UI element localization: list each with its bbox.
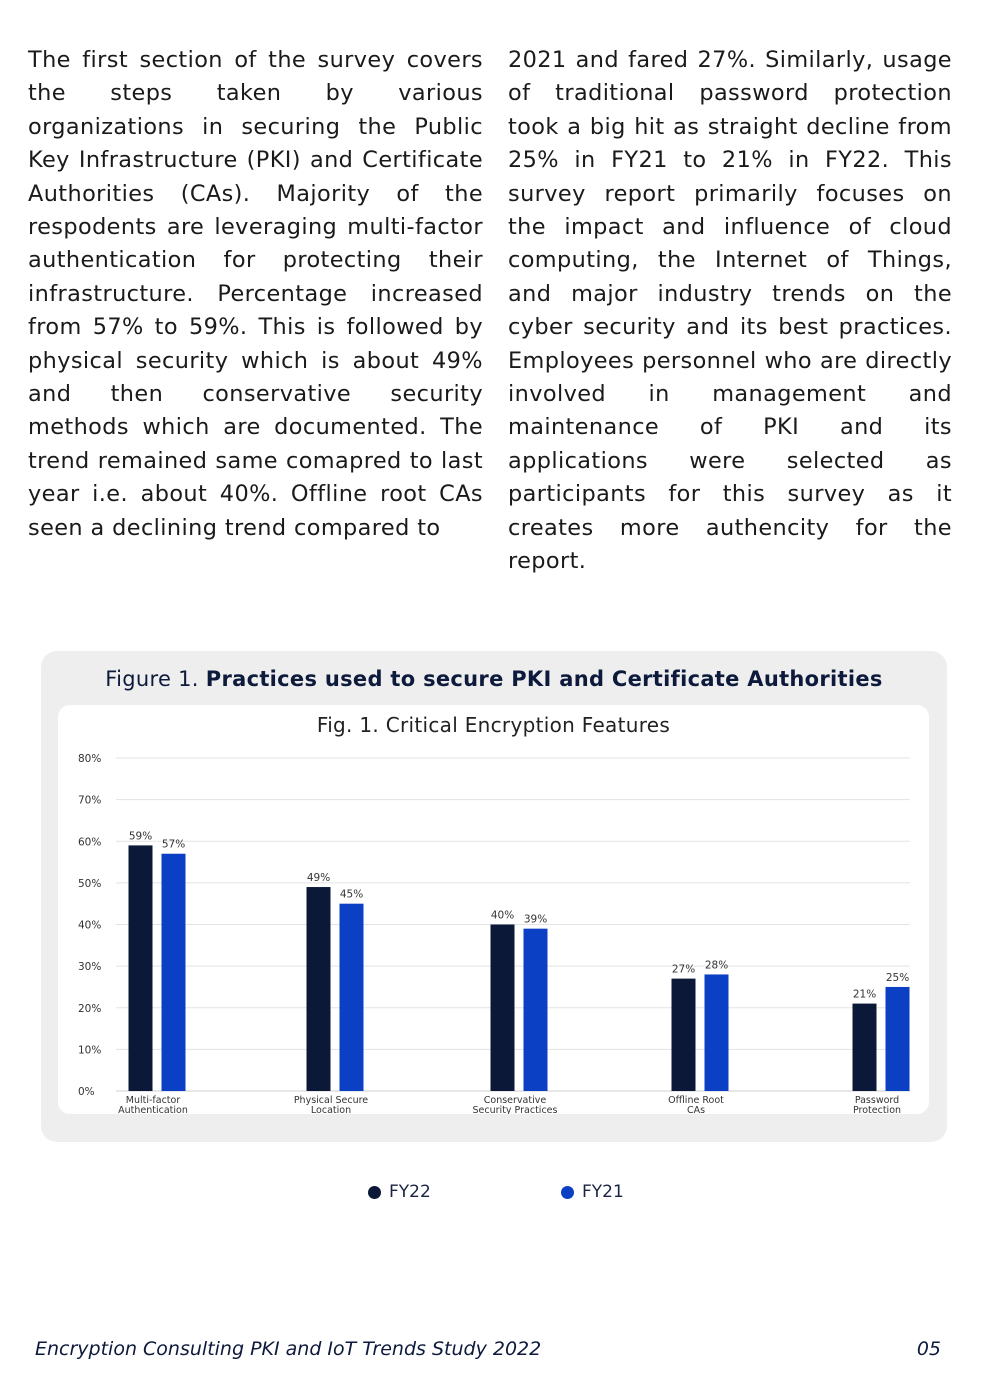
data-label: 49% [306,872,331,885]
bar-fy22 [129,845,153,1091]
footer-title: Encryption Consulting PKI and IoT Trends Study 2022 [35,1338,542,1360]
bar-fy21 [524,929,548,1091]
bar-fy22 [307,887,331,1091]
data-label: 45% [339,888,364,901]
data-label: 21% [852,988,877,1001]
y-tick-label: 20% [78,1002,102,1015]
data-label: 28% [704,959,729,972]
body-text-left: The first section of the survey covers the steps taken by various organizations in securing the Public Key Infrastructure (PKI) and Certificate Authorities (CAs). Majority of the respodents are leveraging multi-factor authentication for protecting their infrastructure. Percentage increased from 57% to 59%. This is followed by physical security which is about 49% and then conservative security methods which are documented. The trend remained same comapred to last year i.e. about 40%. Offline root CAs seen a declining trend compared to [28,47,483,541]
legend-label-fy22: FY22 [389,1182,431,1202]
legend-item-fy22 [368,1182,431,1202]
data-label: 40% [490,909,515,922]
data-label: 57% [161,838,186,851]
legend-label-fy21: FY21 [582,1182,624,1202]
y-tick-label: 40% [78,919,102,932]
bar-fy22 [853,1004,877,1091]
chart-card [58,705,929,1114]
chart-title: Fig. 1. Critical Encryption Features [316,713,671,737]
data-label: 25% [885,971,910,984]
y-tick-label: 30% [78,961,102,974]
y-tick-label: 50% [78,877,102,890]
x-tick-label: CAs [686,1105,706,1114]
x-tick-label: Security Practices [472,1105,558,1114]
figure-title: Practices used to secure PKI and Certificate Authorities [205,667,883,691]
bar-fy21 [705,974,729,1091]
figure-panel [41,651,947,1142]
legend-item-fy21 [561,1182,624,1202]
x-tick-label: Location [310,1105,352,1114]
x-tick-label: Protection [852,1105,902,1114]
chart-legend [0,1182,988,1206]
y-tick-label: 80% [78,753,102,765]
x-tick-label: Password [854,1095,900,1106]
y-tick-label: 0% [78,1086,95,1098]
data-label: 27% [671,963,696,976]
x-tick-label: Multi-factor [125,1095,181,1106]
data-label: 39% [523,913,548,926]
y-tick-label: 10% [78,1044,102,1057]
body-text-right: 2021 and fared 27%. Similarly, usage of traditional password protection took a big hit as straight decline from 25% in FY21 to 21% in FY22. This survey report primarily focuses on the impact and influence of cloud computing, the Internet of Things, and major industry trends on the cyber security and its best practices. Employees personnel who are directly involved in management and maintenance of PKI and its applications were selected as participants for this survey as it creates more authencity for the report. [508,47,952,575]
legend-swatch-fy22 [368,1186,381,1199]
bar-fy21 [162,854,186,1091]
x-tick-label: Authentication [118,1105,188,1114]
data-label: 59% [128,830,153,843]
figure-label: Figure 1. [105,667,199,691]
figure-caption [41,667,947,691]
x-tick-label: Physical Secure [293,1095,369,1106]
x-tick-label: Conservative [483,1095,547,1106]
y-tick-label: 70% [78,794,102,807]
bar-fy22 [672,979,696,1091]
y-tick-label: 60% [78,836,102,849]
bar-fy21 [340,904,364,1091]
legend-swatch-fy21 [561,1186,574,1199]
x-tick-label: Offline Root [668,1095,724,1106]
bar-chart [58,705,929,1114]
page-number: 05 [916,1338,941,1360]
bar-fy21 [886,987,910,1091]
bar-fy22 [491,925,515,1092]
